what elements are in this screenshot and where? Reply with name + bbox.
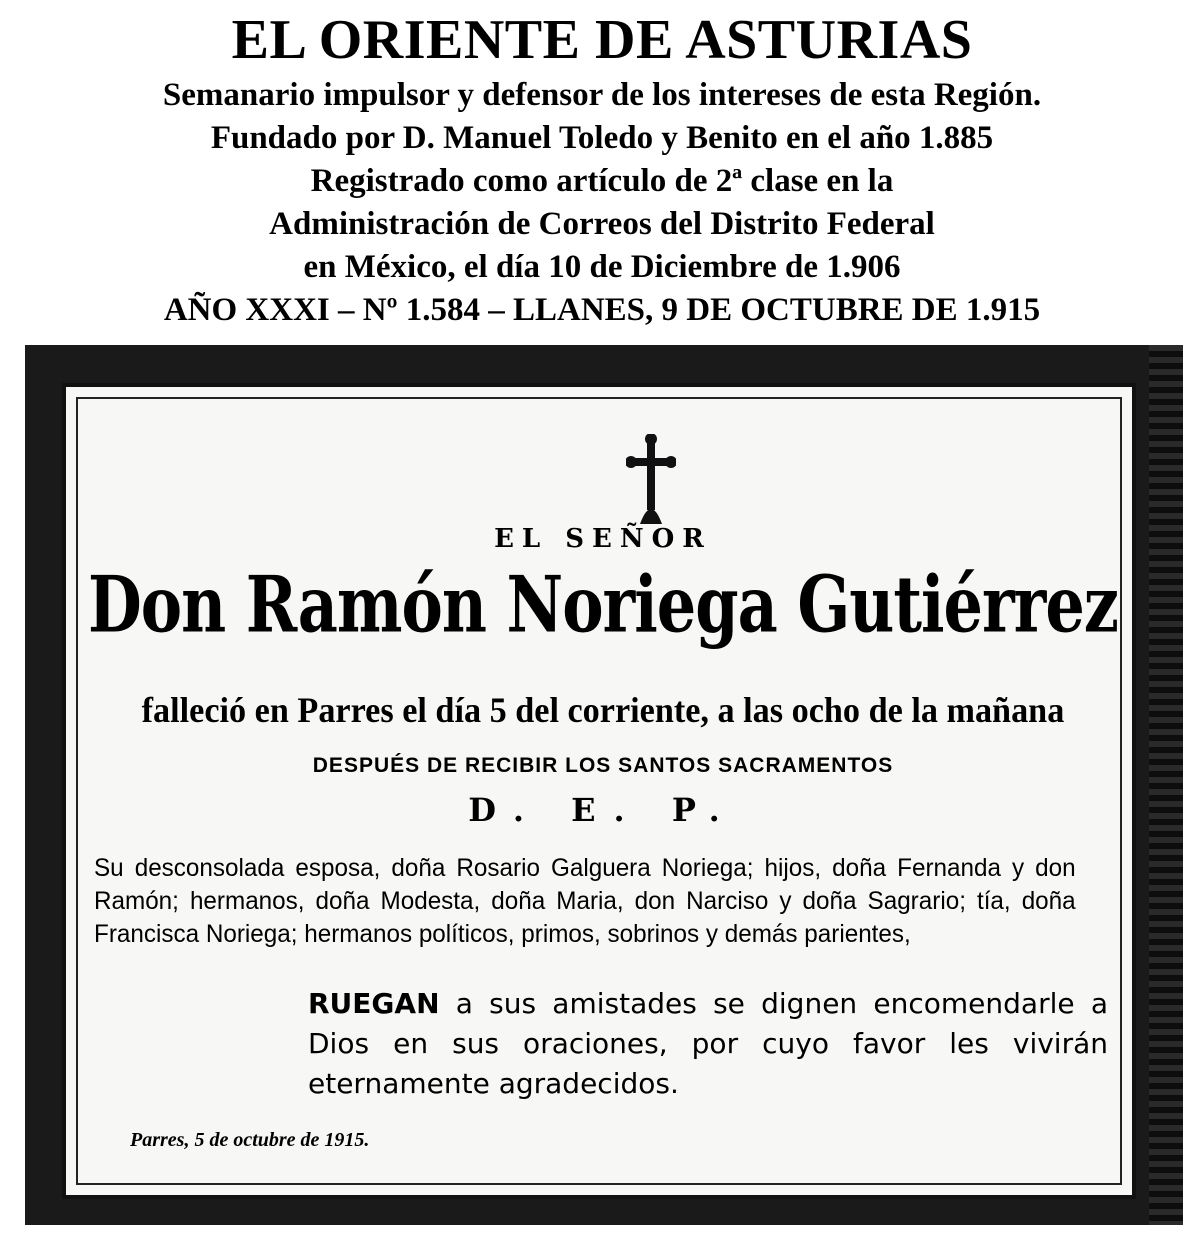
masthead bbox=[0, 0, 1204, 332]
masthead-founded-line: Fundado por D. Manuel Toledo y Benito en el año 1.885 bbox=[210, 120, 994, 156]
notice-inner-border bbox=[76, 397, 1122, 1185]
place-and-date: Parres, 5 de octubre de 1915. bbox=[130, 1129, 370, 1151]
obituary-clipping bbox=[25, 345, 1183, 1225]
obituary-notice bbox=[62, 383, 1136, 1199]
request-text: a sus amistades se dignen encomendarle a Dios en sus oraciones, por cuyo favor les vivirán eternamente agradecidos. bbox=[308, 987, 1108, 1100]
masthead-registration-date-line: en México, el día 10 de Diciembre de 1.906 bbox=[303, 249, 901, 285]
mourners-paragraph: Su desconsolada esposa, doña Rosario Galguera Noriega; hijos, doña Fernanda y don Ramón; hermanos, doña Modesta, doña Maria, don Narciso y doña Sagrario; tía, doña Francisca Noriega; hermanos políticos, primos, sobrinos y demás parientes, bbox=[94, 854, 1076, 948]
masthead-administration-line: Administración de Correos del Distrito Federal bbox=[269, 206, 935, 242]
newspaper-title: EL ORIENTE DE ASTURIAS bbox=[231, 9, 973, 71]
death-announcement: falleció en Parres el día 5 del corriente, a las ocho de la mañana bbox=[141, 690, 1065, 730]
adjacent-column-strip bbox=[1149, 345, 1183, 1225]
sacraments-line: DESPUÉS DE RECIBIR LOS SANTOS SACRAMENTOS bbox=[312, 754, 894, 777]
latin-cross-icon bbox=[626, 434, 676, 526]
masthead-registered-line: Registrado como artículo de 2ª clase en la bbox=[310, 163, 894, 199]
deceased-name: Don Ramón Noriega Gutiérrez bbox=[88, 559, 1118, 651]
rip-abbreviation: D. E. P. bbox=[468, 791, 738, 829]
honorific-heading: EL SEÑOR bbox=[494, 524, 712, 554]
request-paragraph bbox=[308, 984, 1108, 1104]
masthead-subtitle-line: Semanario impulsor y defensor de los intereses de esta Región. bbox=[162, 77, 1042, 113]
request-word: RUEGAN bbox=[308, 987, 440, 1020]
issue-info-line: AÑO XXXI – Nº 1.584 – LLANES, 9 DE OCTUBRE DE 1.915 bbox=[163, 292, 1041, 328]
